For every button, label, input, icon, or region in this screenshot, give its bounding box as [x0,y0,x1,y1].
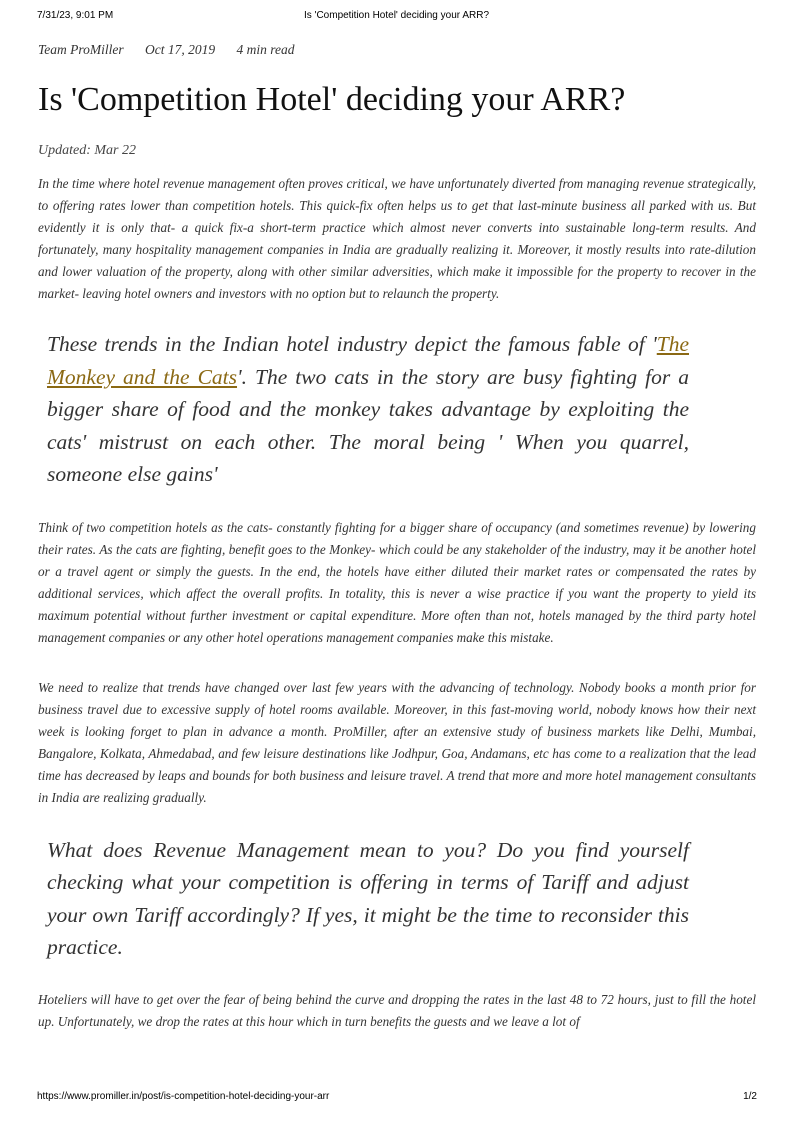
paragraph-3: We need to realize that trends have changed over last few years with the advancing of technology. Nobody books a month prior for business travel due to excessive supply of hotel rooms available. Moreover, in this fast-moving world, nobody knows how their next week is looking forget to plan in advance a month. ProMiller, after an extensive study of business markets like Delhi, Mumbai, Bangalore, Kolkata, Ahmedabad, and few leisure destinations like Jodhpur, Goa, Andamans, etc has come to a realization that the lead time has decreased by leaps and bounds for both business and leisure travel. A trend that more and more hotel management consultants in India are realizing gradually. [38,679,756,805]
paragraph-4: Hoteliers will have to get over the fear of being behind the curve and dropping the rates in the last 48 to 72 hours, just to fill the hotel up. Unfortunately, we drop the rates at this hour which in turn benefits the guests and we leave a lot of [38,991,756,1029]
article [38,42,756,1033]
post-date: Oct 17, 2019 [145,42,216,57]
block-quote-1 [47,328,689,491]
paragraph-1: In the time where hotel revenue management often proves critical, we have unfortunately diverted from managing revenue strategically, to offering rates lower than competition hotels. This quick-fix often helps us to get that last-minute business all parked with us. But evidently it is only that- a quick fix-a short-term practice which almost never converts into sustainable long-term results. And fortunately, many hospitality management companies in India are gradually realizing it. Moreover, it mostly results into rate-dilution and lower valuation of the property, along with other similar adversities, which make it impossible for the property to recover in the market- leaving hotel owners and investors with no option but to relaunch the property. [38,176,756,301]
post-updated: Updated: Mar 22 [38,143,136,158]
post-read-time: 4 min read [236,42,295,57]
fable-link[interactable]: The Monkey and the Cats [47,332,689,389]
post-author[interactable]: Team ProMiller [38,42,124,57]
page-title: Is 'Competition Hotel' deciding your ARR? [38,81,626,118]
print-datetime: 7/31/23, 9:01 PM [37,10,114,21]
print-url: https://www.promiller.in/post/is-competition-hotel-deciding-your-arr [37,1091,330,1102]
print-footer [0,1091,793,1105]
print-header [0,10,793,24]
paragraph-2: Think of two competition hotels as the cats- constantly fighting for a bigger share of occupancy (and sometimes revenue) by lowering their rates. As the cats are fighting, benefit goes to the Monkey- which could be any stakeholder of the industry, may it be another hotel or a travel agent or simply the guests. In the end, the hotels have either diluted their market rates or compensated the rates by additional services, which affect the overall profits. In totality, this is never a wise practice if you want the property to yield its maximum potential without further investment or capital expenditure. More often than not, hotels managed by the third party hotel management companies or any other hotel operations management companies make this mistake. [38,519,756,645]
quote-1-text-after: '. The two cats in the story are busy fighting for a bigger share of food and the monkey takes advantage by exploiting the cats' mistrust on each other. The moral being ' When you quarrel, someone else gains' [47,364,689,486]
print-page-title: Is 'Competition Hotel' deciding your ARR? [303,10,490,21]
quote-1-text-before: These trends in the Indian hotel industry depict the famous fable of ' [47,332,657,356]
post-meta [38,42,756,62]
print-page-number: 1/2 [743,1091,757,1102]
block-quote-2: What does Revenue Management mean to you? Do you find yourself checking what your competition is offering in terms of Tariff and adjust your own Tariff accordingly? If yes, it might be the time to reconsider this practice. [47,837,689,959]
